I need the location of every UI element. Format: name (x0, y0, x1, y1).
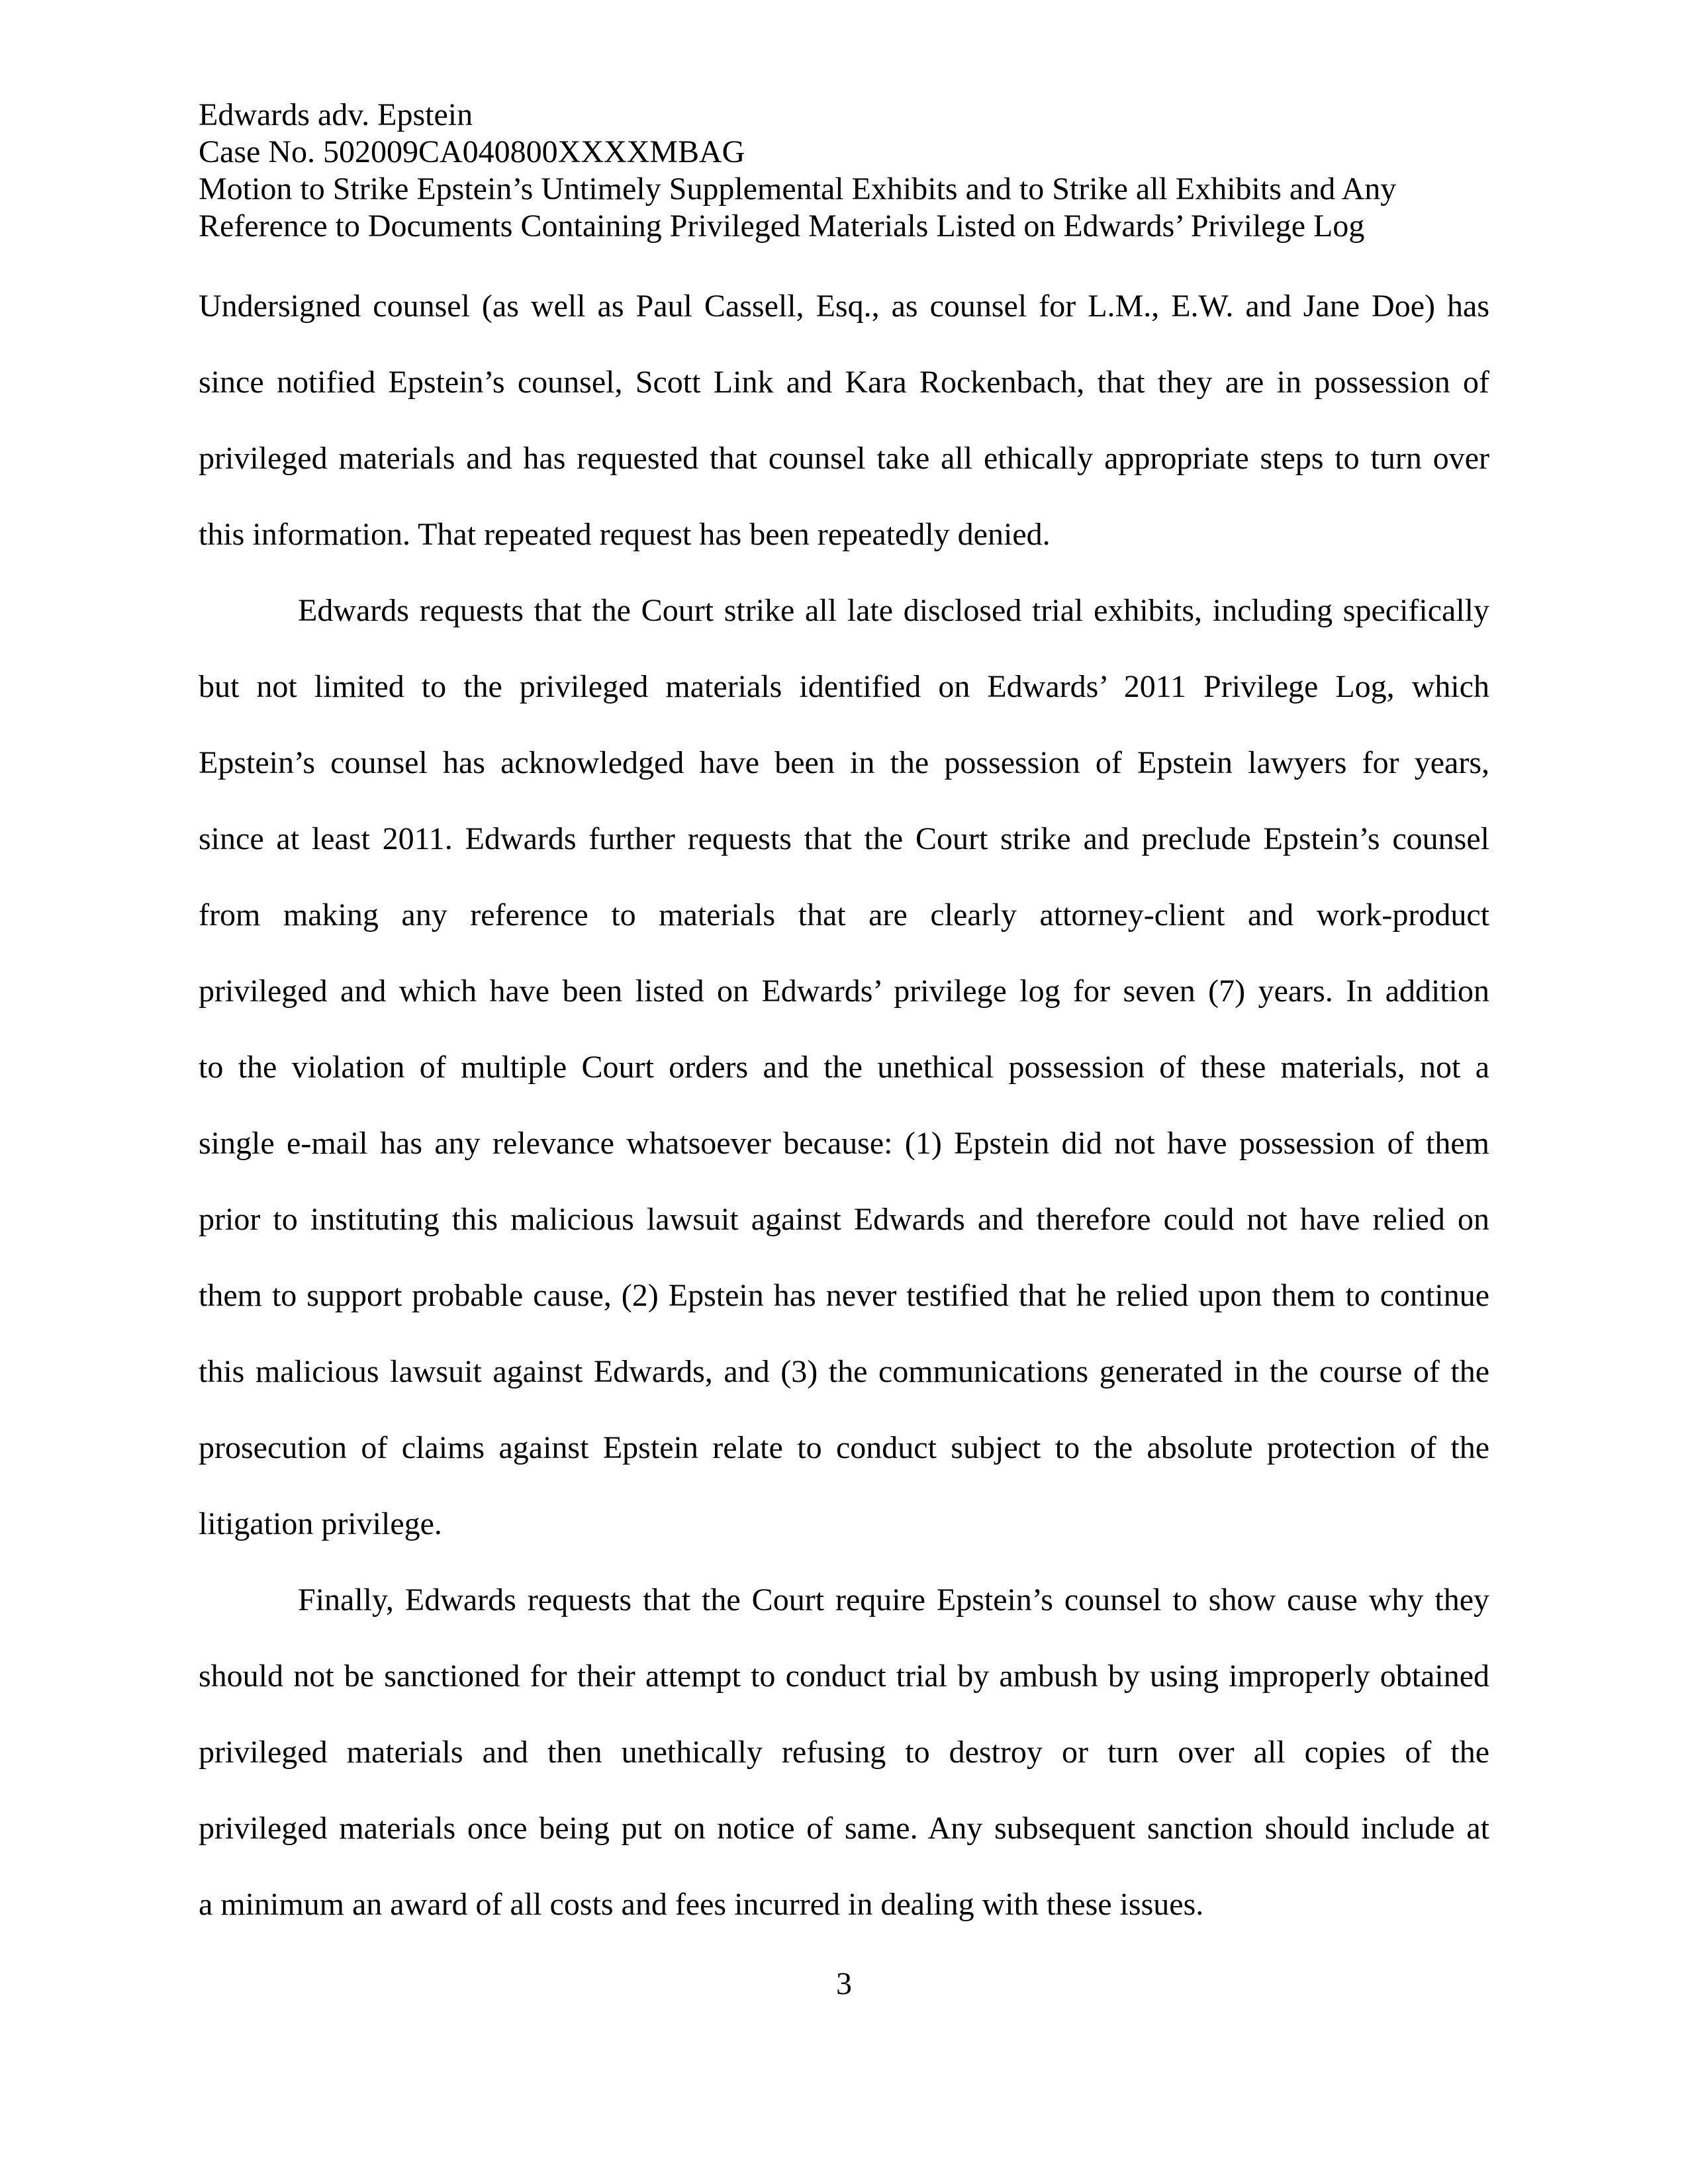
text-line: this malicious lawsuit against Edwards, and (3) the communications generated in the course of the (199, 1354, 1489, 1389)
text-line: privileged materials once being put on notice of same. Any subsequent sanction should include at (199, 1811, 1489, 1846)
text-line: Epstein’s counsel has acknowledged have been in the possession of Epstein lawyers for years, (199, 745, 1489, 780)
text-line: privileged materials and has requested that counsel take all ethically appropriate steps to turn over (199, 441, 1489, 476)
text-line: them to support probable cause, (2) Epstein has never testified that he relied upon them to continue (199, 1278, 1489, 1313)
text-line: privileged materials and then unethically refusing to destroy or turn over all copies of the (199, 1735, 1489, 1770)
header-line: Reference to Documents Containing Privileged Materials Listed on Edwards’ Privilege Log (199, 208, 1365, 244)
text-line: Edwards requests that the Court strike all late disclosed trial exhibits, including specifically (298, 593, 1489, 628)
header-line: Motion to Strike Epstein’s Untimely Supplemental Exhibits and to Strike all Exhibits and Any (199, 171, 1397, 206)
text-line: prosecution of claims against Epstein relate to conduct subject to the absolute protection of the (199, 1430, 1489, 1465)
paragraph (199, 572, 1489, 1562)
text-line: since notified Epstein’s counsel, Scott Link and Kara Rockenbach, that they are in possession of (199, 365, 1489, 400)
text-line: but not limited to the privileged materials identified on Edwards’ 2011 Privilege Log, which (199, 669, 1489, 704)
document-content (199, 0, 1489, 2003)
paragraph (199, 268, 1489, 572)
text-line: from making any reference to materials that are clearly attorney-client and work-product (199, 897, 1489, 933)
text-line: privileged and which have been listed on Edwards’ privilege log for seven (7) years. In addition (199, 974, 1489, 1009)
text-line: Finally, Edwards requests that the Court require Epstein’s counsel to show cause why they (298, 1582, 1489, 1617)
text-line: to the violation of multiple Court orders and the unethical possession of these materials, not a (199, 1050, 1489, 1085)
paragraph (199, 1562, 1489, 1942)
text-line: single e-mail has any relevance whatsoever because: (1) Epstein did not have possession of them (199, 1126, 1489, 1161)
text-line: this information. That repeated request has been repeatedly denied. (199, 517, 1051, 552)
document-body (199, 268, 1489, 1942)
header-line: Case No. 502009CA040800XXXXMBAG (199, 134, 745, 169)
case-caption-header (199, 0, 1489, 245)
text-line: prior to instituting this malicious lawsuit against Edwards and therefore could not have relied on (199, 1202, 1489, 1237)
text-line: should not be sanctioned for their attempt to conduct trial by ambush by using improperly obtained (199, 1659, 1489, 1694)
text-line: Undersigned counsel (as well as Paul Cassell, Esq., as counsel for L.M., E.W. and Jane Doe) has (199, 289, 1489, 324)
page-number: 3 (836, 1966, 852, 2001)
header-line: Edwards adv. Epstein (199, 97, 473, 132)
text-line: since at least 2011. Edwards further requests that the Court strike and preclude Epstein’s counsel (199, 821, 1489, 856)
text-line: litigation privilege. (199, 1506, 442, 1541)
page-footer (199, 1966, 1489, 2003)
text-line: a minimum an award of all costs and fees incurred in dealing with these issues. (199, 1887, 1204, 1922)
